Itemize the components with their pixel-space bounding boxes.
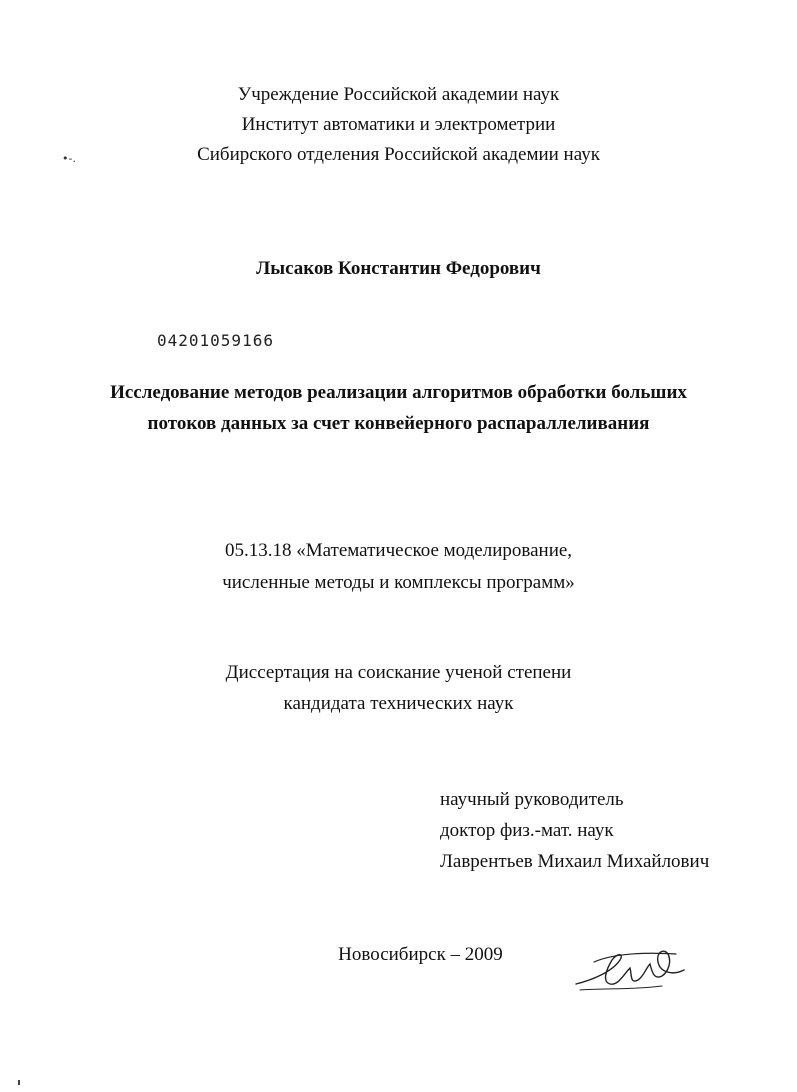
specialty-line-1: 05.13.18 «Математическое моделирование, xyxy=(224,540,573,561)
author-name: Лысаков Константин Федорович xyxy=(256,258,541,279)
degree-line-1: Диссертация на соискание ученой степени xyxy=(225,662,572,683)
library-stamp-number: 04201059166 xyxy=(157,331,274,350)
title-line-1: Исследование методов реализации алгоритмов обработки больших xyxy=(110,382,687,403)
supervisor-role: научный руководитель xyxy=(440,789,624,810)
scan-speck xyxy=(18,1080,20,1085)
institution-line-3: Сибирского отделения Российской академии наук xyxy=(197,144,600,165)
margin-mark: •-. xyxy=(62,152,76,165)
institution-line-2: Институт автоматики и электрометрии xyxy=(241,114,556,135)
supervisor-name: Лаврентьев Михаил Михайлович xyxy=(440,851,710,872)
specialty-line-2: численные методы и комплексы программ» xyxy=(222,572,575,593)
title-line-2: потоков данных за счет конвейерного распараллеливания xyxy=(147,413,650,434)
supervisor-degree: доктор физ.-мат. наук xyxy=(440,820,614,841)
city-year: Новосибирск – 2009 xyxy=(338,944,503,965)
institution-line-1: Учреждение Российской академии наук xyxy=(237,84,560,105)
handwritten-signature xyxy=(572,940,692,1000)
degree-line-2: кандидата технических наук xyxy=(283,693,514,714)
